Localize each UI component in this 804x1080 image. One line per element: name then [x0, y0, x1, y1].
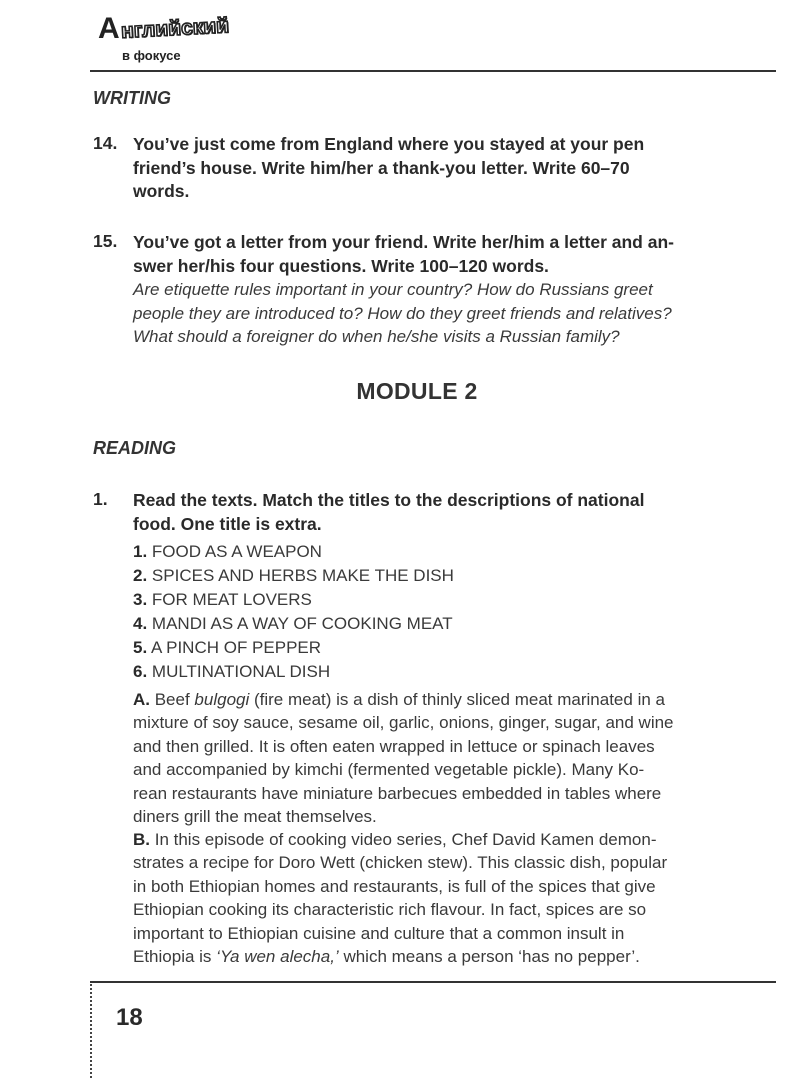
task-1-number: 1.	[93, 489, 108, 509]
task-line: You’ve just come from England where you stayed at your pen	[133, 134, 645, 154]
list-item	[133, 636, 454, 660]
paragraph-line: mixture of soy sauce, sesame oil, garlic, onions, ginger, sugar, and wine	[133, 713, 674, 733]
text-a-dish-name: bulgogi	[194, 690, 250, 709]
logo-title-capital: А	[98, 12, 121, 45]
title-number: 2.	[133, 566, 148, 585]
question-line: What should a foreigner do when he/she visits a Russian family?	[133, 327, 620, 346]
paragraph-line	[133, 688, 777, 711]
list-item	[133, 660, 454, 684]
title-number: 4.	[133, 614, 148, 633]
text-a-letter: A.	[133, 690, 150, 709]
paragraph-line: and accompanied by kimchi (fermented vegetable pickle). Many Ko-	[133, 760, 645, 780]
text-b-last-pre: Ethiopia is	[133, 947, 217, 967]
task-line: friend’s house. Write him/her a thank-you letter. Write 60–70	[133, 157, 630, 178]
title-text: SPICES AND HERBS MAKE THE DISH	[151, 566, 454, 585]
header-divider	[90, 70, 776, 72]
text-a	[133, 688, 777, 828]
question-line: Are etiquette rules important in your country? How do Russians greet	[133, 280, 653, 299]
paragraph-line: in both Ethiopian homes and restaurants, is full of the spices that give	[133, 876, 656, 896]
footer-divider	[90, 981, 776, 983]
footer-dotted-margin	[90, 984, 92, 1078]
text-b-letter: B.	[133, 830, 150, 849]
title-number: 3.	[133, 590, 148, 609]
task-line: words.	[133, 181, 190, 201]
text-b-lead: In this episode of cooking video series, Chef David Kamen demon-	[150, 830, 657, 849]
task-1	[93, 489, 777, 536]
writing-heading: WRITING	[93, 88, 171, 108]
reading-heading: READING	[93, 438, 177, 458]
title-number: 6.	[133, 662, 148, 681]
title-number: 5.	[133, 638, 148, 657]
logo-subtitle: в фокусе	[122, 48, 181, 63]
title-text: MANDI AS A WAY OF COOKING MEAT	[151, 614, 453, 633]
text-a-lead: Beef	[150, 690, 195, 709]
paragraph-line	[133, 945, 777, 968]
task-15-number: 15.	[93, 231, 118, 251]
title-number: 1.	[133, 542, 148, 561]
module-title: MODULE 2	[356, 378, 478, 404]
list-item	[133, 588, 454, 612]
task-14-number: 14.	[93, 133, 118, 153]
text-b	[133, 828, 777, 968]
title-text: FOOD AS A WEAPON	[151, 542, 322, 561]
textbook-logo	[94, 10, 234, 68]
text-b-last-post: which means a person ‘has no pepper’.	[338, 947, 640, 967]
task-15-instruction	[133, 231, 777, 278]
paragraph-line: strates a recipe for Doro Wett (chicken stew). This classic dish, popular	[133, 853, 668, 873]
paragraph-line: rean restaurants have miniature barbecues embedded in tables where	[133, 783, 662, 803]
task-line: swer her/his four questions. Write 100–120 words.	[133, 255, 549, 276]
text-a-lead-rest: (fire meat) is a dish of thinly sliced meat marinated in a	[249, 690, 665, 709]
task-line: food. One title is extra.	[133, 513, 322, 534]
title-text: A PINCH OF PEPPER	[150, 638, 322, 657]
logo-title-rest: нглийский	[120, 14, 230, 43]
text-b-quote: ‘Ya wen alecha,’	[216, 947, 339, 967]
titles-list	[133, 540, 454, 684]
paragraph-line	[133, 828, 777, 851]
page-number: 18	[116, 1004, 143, 1031]
task-line: You’ve got a letter from your friend. Write her/him a letter and an-	[133, 232, 674, 252]
task-1-instruction	[133, 489, 777, 536]
logo-title	[98, 12, 229, 46]
task-line: Read the texts. Match the titles to the descriptions of national	[133, 490, 645, 510]
paragraph-line: important to Ethiopian cuisine and culture that a common insult in	[133, 923, 625, 943]
task-15-questions	[133, 278, 777, 349]
task-14	[93, 133, 777, 204]
paragraph-line: Ethiopian cooking its characteristic rich flavour. In fact, spices are so	[133, 900, 647, 920]
task-15	[93, 231, 777, 349]
list-item	[133, 540, 454, 564]
title-text: MULTINATIONAL DISH	[151, 662, 331, 681]
title-text: FOR MEAT LOVERS	[151, 590, 312, 609]
paragraph-line: diners grill the meat themselves.	[133, 807, 377, 827]
task-14-instruction	[133, 133, 777, 204]
list-item	[133, 564, 454, 588]
list-item	[133, 612, 454, 636]
paragraph-line: and then grilled. It is often eaten wrapped in lettuce or spinach leaves	[133, 736, 655, 756]
question-line: people they are introduced to? How do they greet friends and relatives?	[133, 303, 672, 323]
